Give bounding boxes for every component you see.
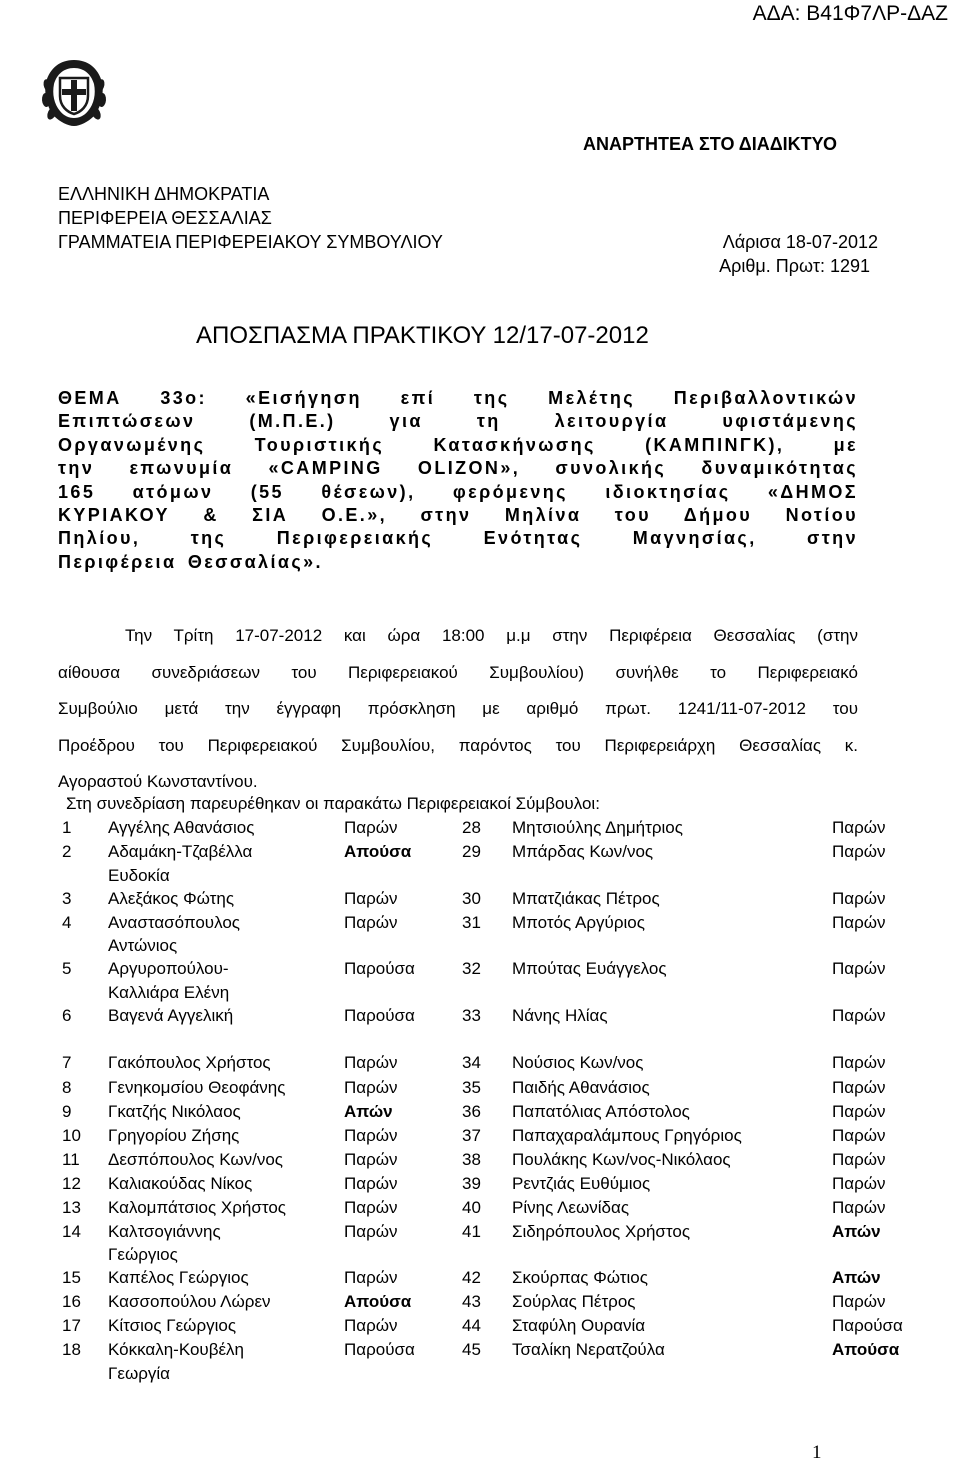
member-number: 28	[462, 818, 481, 837]
member-name-continuation: Γεωργία	[108, 1364, 170, 1383]
header-region: ΠΕΡΙΦΕΡΕΙΑ ΘΕΣΣΑΛΙΑΣ	[58, 208, 272, 228]
member-status: Παρούσα	[344, 1006, 415, 1025]
member-number: 45	[462, 1340, 481, 1359]
member-name: Κασσοπούλου Λώρεν	[108, 1292, 271, 1311]
table-row	[0, 913, 960, 937]
member-name: Καπέλος Γεώργιος	[108, 1268, 249, 1287]
member-name: Κίτσιος Γεώργιος	[108, 1316, 237, 1335]
member-status: Παρών	[344, 1174, 398, 1193]
member-status: Παρών	[832, 818, 886, 837]
member-status: Παρών	[832, 842, 886, 861]
member-status: Απούσα	[344, 1292, 412, 1311]
member-name: Αλεξάκος Φώτης	[108, 889, 235, 908]
member-name: Σιδηρόπουλος Χρήστος	[512, 1222, 691, 1241]
member-status: Απών	[832, 1268, 881, 1287]
member-status: Παρών	[344, 913, 398, 932]
ada-code: ΑΔΑ: Β41Φ7ΛΡ-ΔΑΖ	[752, 2, 948, 25]
member-status: Απούσα	[344, 842, 412, 861]
member-number: 29	[462, 842, 481, 861]
member-number: 37	[462, 1126, 481, 1145]
member-name: Καλτσογιάννης	[108, 1222, 221, 1241]
member-status: Παρών	[832, 889, 886, 908]
member-number: 34	[462, 1053, 481, 1072]
member-number: 31	[462, 913, 481, 932]
place-date: Λάρισα 18-07-2012	[722, 232, 878, 252]
table-row	[0, 959, 960, 983]
paragraph-line: Προέδρου του Περιφερειακού Συμβουλίου, παρόντος του Περιφερειάρχη Θεσσαλίας κ.	[58, 735, 858, 755]
member-name: Αναστασόπουλος	[108, 913, 240, 932]
member-status: Παρών	[344, 1078, 398, 1097]
member-name: Σκούρπας Φώτιος	[512, 1268, 648, 1287]
member-name: Μπάρδας Κων/νος	[512, 842, 654, 861]
member-number: 14	[62, 1222, 81, 1241]
member-status: Παρών	[344, 1150, 398, 1169]
member-number: 39	[462, 1174, 481, 1193]
member-status: Απούσα	[832, 1340, 900, 1359]
table-row	[0, 1340, 960, 1364]
subject-line: Επιπτώσεων (Μ.Π.Ε.) για τη λειτουργία υφιστάμενης	[58, 411, 858, 432]
member-name: Νούσιος Κων/νος	[512, 1053, 644, 1072]
member-number: 13	[62, 1198, 81, 1217]
member-number: 17	[62, 1316, 81, 1335]
table-row	[0, 1150, 960, 1174]
member-name: Πουλάκης Κων/νος-Νικόλαος	[512, 1150, 731, 1169]
member-number: 5	[62, 959, 72, 978]
member-name: Παπαχαραλάμπους Γρηγόριος	[512, 1126, 742, 1145]
member-number: 2	[62, 842, 72, 861]
table-row	[0, 1198, 960, 1222]
member-status: Παρών	[832, 1292, 886, 1311]
paragraph-line: αίθουσα συνεδριάσεων του Περιφερειακού Συμβουλίου) συνήλθε το Περιφερειακό	[58, 662, 858, 682]
member-number: 40	[462, 1198, 481, 1217]
table-row	[0, 818, 960, 842]
member-number: 6	[62, 1006, 72, 1025]
member-number: 36	[462, 1102, 481, 1121]
member-name: Βαγενά Αγγελική	[108, 1006, 234, 1025]
subject-line: ΘΕΜΑ 33ο: «Εισήγηση επί της Μελέτης Περιβαλλοντικών	[58, 388, 858, 408]
member-name: Ρίνης Λεωνίδας	[512, 1198, 630, 1217]
member-name: Μποτός Αργύριος	[512, 913, 645, 932]
member-name: Παιδής Αθανάσιος	[512, 1078, 650, 1097]
member-name-continuation: Ευδοκία	[108, 866, 170, 885]
member-status: Παρών	[832, 913, 886, 932]
table-row	[0, 1268, 960, 1292]
member-name: Αργυροπούλου-	[108, 959, 229, 978]
member-number: 15	[62, 1268, 81, 1287]
member-name: Μπατζιάκας Πέτρος	[512, 889, 660, 908]
member-name: Δεσπόπουλος Κων/νος	[108, 1150, 283, 1169]
page-number: 1	[812, 1442, 822, 1463]
member-number: 43	[462, 1292, 481, 1311]
session-paragraph	[58, 618, 858, 801]
subject-line: Οργανωμένης Τουριστικής Κατασκήνωσης (ΚΑΜΠΙΝΓΚ), με	[58, 434, 858, 455]
table-row	[0, 1174, 960, 1198]
table-row	[0, 1078, 960, 1102]
table-row	[0, 842, 960, 866]
member-status: Απών	[344, 1102, 393, 1121]
member-name-continuation: Καλλιάρα Ελένη	[108, 983, 230, 1002]
member-status: Παρών	[344, 1316, 398, 1335]
member-number: 11	[62, 1150, 80, 1169]
member-number: 12	[62, 1174, 81, 1193]
member-status: Παρούσα	[344, 959, 415, 978]
member-number: 1	[62, 818, 72, 837]
member-name: Γκατζής Νικόλαος	[108, 1102, 241, 1121]
member-number: 7	[62, 1053, 72, 1072]
member-name: Καλιακούδας Νίκος	[108, 1174, 253, 1193]
member-number: 44	[462, 1316, 481, 1335]
member-name: Σούρλας Πέτρος	[512, 1292, 636, 1311]
member-number: 32	[462, 959, 481, 978]
table-row	[0, 1222, 960, 1246]
table-row	[0, 1006, 960, 1030]
member-status: Παρών	[832, 1198, 886, 1217]
member-name: Αγγέλης Αθανάσιος	[108, 818, 255, 837]
member-name: Νάνης Ηλίας	[512, 1006, 608, 1025]
member-status: Παρών	[344, 818, 398, 837]
protocol-number: Αριθμ. Πρωτ: 1291	[719, 256, 870, 276]
member-status: Παρών	[344, 1268, 398, 1287]
member-status: Παρών	[344, 1198, 398, 1217]
member-status: Παρών	[344, 1222, 398, 1241]
table-row	[0, 1053, 960, 1077]
member-status: Παρών	[344, 1126, 398, 1145]
member-number: 9	[62, 1102, 72, 1121]
subject-line: την επωνυμία «CAMPING OLIZON», συνολικής δυναμικότητας	[58, 458, 858, 479]
member-name: Καλομπάτσιος Χρήστος	[108, 1198, 286, 1217]
member-status: Παρών	[832, 1150, 886, 1169]
subject-block	[58, 387, 858, 574]
member-status: Παρών	[832, 1078, 886, 1097]
member-name: Σταφύλη Ουρανία	[512, 1316, 646, 1335]
member-name-continuation: Αντώνιος	[108, 936, 178, 955]
member-name: Ρεντζιάς Ευθύμιος	[512, 1174, 651, 1193]
greek-emblem-icon	[38, 56, 110, 128]
header-republic: ΕΛΛΗΝΙΚΗ ΔΗΜΟΚΡΑΤΙΑ	[58, 184, 270, 204]
member-number: 42	[462, 1268, 481, 1287]
member-number: 35	[462, 1078, 481, 1097]
member-status: Παρούσα	[344, 1340, 415, 1359]
member-status: Απών	[832, 1222, 881, 1241]
member-status: Παρών	[832, 1126, 886, 1145]
member-status: Παρών	[832, 1102, 886, 1121]
paragraph-line: Την Τρίτη 17-07-2012 και ώρα 18:00 μ.μ στην Περιφέρεια Θεσσαλίας (στην	[125, 626, 858, 645]
member-name: Γενηκομσίου Θεοφάνης	[108, 1078, 286, 1097]
member-number: 3	[62, 889, 72, 908]
member-number: 41	[462, 1222, 481, 1241]
member-status: Παρών	[832, 959, 886, 978]
table-row	[0, 1102, 960, 1126]
member-name: Παπατόλιας Απόστολος	[512, 1102, 690, 1121]
table-row	[0, 1316, 960, 1340]
member-name: Μητσιούλης Δημήτριος	[512, 818, 683, 837]
member-name: Γρηγορίου Ζήσης	[108, 1126, 240, 1145]
member-status: Παρών	[344, 1053, 398, 1072]
member-status: Παρών	[832, 1006, 886, 1025]
member-name: Αδαμάκη-Τζαβέλλα	[108, 842, 253, 861]
member-status: Παρών	[832, 1053, 886, 1072]
member-number: 30	[462, 889, 481, 908]
table-row	[0, 889, 960, 913]
member-number: 8	[62, 1078, 72, 1097]
member-name: Μπούτας Ευάγγελος	[512, 959, 667, 978]
subject-line: ΚΥΡΙΑΚΟΥ & ΣΙΑ Ο.Ε.», στην Μηλίνα του Δήμου Νοτίου	[58, 505, 858, 526]
table-row	[0, 1292, 960, 1316]
paragraph-line: Αγοραστού Κωνσταντίνου.	[58, 772, 258, 792]
header-secretariat: ΓΡΑΜΜΑΤΕΙΑ ΠΕΡΙΦΕΡΕΙΑΚΟΥ ΣΥΜΒΟΥΛΙΟΥ	[58, 232, 443, 252]
table-row	[0, 1126, 960, 1150]
member-status: Παρών	[832, 1174, 886, 1193]
subject-line: Περιφέρεια Θεσσαλίας».	[58, 551, 323, 572]
attendance-intro: Στη συνεδρίαση παρευρέθηκαν οι παρακάτω Περιφερειακοί Σύμβουλοι:	[66, 794, 600, 813]
posted-online-notice: ΑΝΑΡΤΗΤΕΑ ΣΤΟ ΔΙΑΔΙΚΤΥΟ	[583, 134, 837, 154]
member-name: Τσαλίκη Νερατζούλα	[512, 1340, 665, 1359]
subject-line: 165 ατόμων (55 θέσεων), φερόμενης ιδιοκτησίας «ΔΗΜΟΣ	[58, 481, 858, 502]
excerpt-title: ΑΠΟΣΠΑΣΜΑ ΠΡΑΚΤΙΚΟΥ 12/17-07-2012	[196, 322, 649, 349]
member-number: 18	[62, 1340, 81, 1359]
subject-line: Πηλίου, της Περιφερειακής Ενότητας Μαγνησίας, στην	[58, 528, 858, 549]
member-name-continuation: Γεώργιος	[108, 1245, 178, 1264]
member-name: Γακόπουλος Χρήστος	[108, 1053, 271, 1072]
member-number: 33	[462, 1006, 481, 1025]
member-number: 38	[462, 1150, 481, 1169]
member-name: Κόκκαλη-Κουβέλη	[108, 1340, 245, 1359]
member-number: 4	[62, 913, 72, 932]
member-number: 16	[62, 1292, 81, 1311]
member-status: Παρών	[344, 889, 398, 908]
member-number: 10	[62, 1126, 81, 1145]
member-status: Παρούσα	[832, 1316, 903, 1335]
paragraph-line: Συμβούλιο μετά την έγγραφη πρόσκληση με αριθμό πρωτ. 1241/11-07-2012 του	[58, 699, 858, 719]
